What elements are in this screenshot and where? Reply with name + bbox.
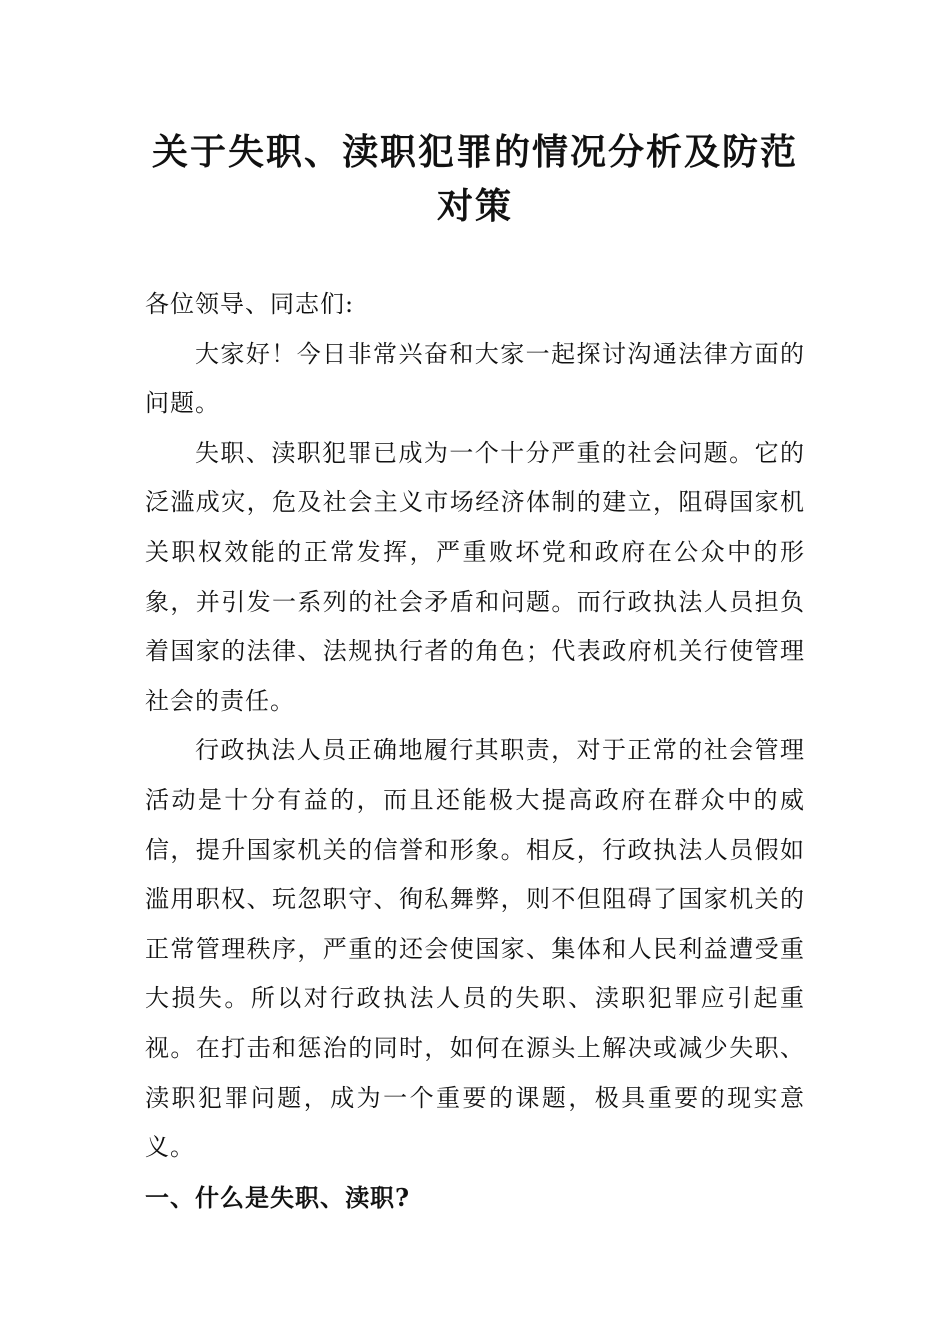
paragraph-problem-statement: 失职、渎职犯罪已成为一个十分严重的社会问题。它的泛滥成灾，危及社会主义市场经济体制的建立，阻碍国家机关职权效能的正常发挥，严重败坏党和政府在公众中的形象，并引发一系列的社会矛盾和问题。而行政执法人员担负着国家的法律、法规执行者的角色；代表政府机关行使管理社会的责任。 bbox=[145, 438, 805, 715]
paragraph-greeting: 大家好！今日非常兴奋和大家一起探讨沟通法律方面的问题。 bbox=[145, 339, 805, 418]
paragraph-significance: 行政执法人员正确地履行其职责，对于正常的社会管理活动是十分有益的，而且还能极大提高政府在群众中的威信，提升国家机关的信誉和形象。相反，行政执法人员假如滥用职权、玩忽职守、徇私舞弊，则不但阻碍了国家机关的正常管理秩序，严重的还会使国家、集体和人民利益遭受重大损失。所以对行政执法人员的失职、渎职犯罪应引起重视。在打击和惩治的同时，如何在源头上解决或减少失职、渎职犯罪问题，成为一个重要的课题，极具重要的现实意义。 bbox=[145, 736, 805, 1162]
section-heading: 一、什么是失职、渎职? bbox=[145, 1182, 411, 1212]
document-body bbox=[145, 280, 805, 1222]
salutation: 各位领导、同志们: bbox=[145, 290, 355, 318]
document-title: 关于失职、渎职犯罪的情况分析及防范对策 bbox=[151, 131, 798, 227]
